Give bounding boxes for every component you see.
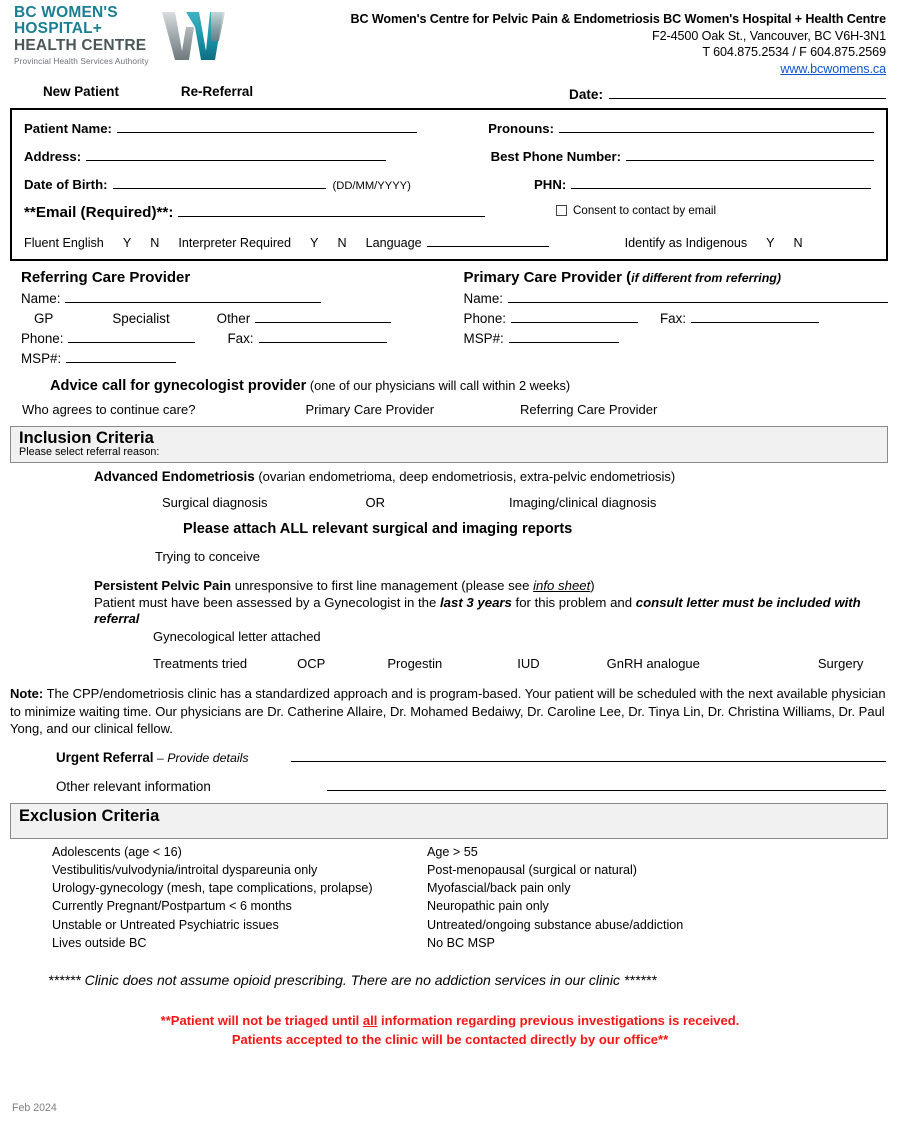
ppp-requirement-years: last 3 years <box>440 594 512 610</box>
primary-phone-label: Phone: <box>463 311 506 326</box>
dob-format-hint: (DD/MM/YYYY) <box>332 180 411 192</box>
phn-label: PHN: <box>534 177 567 192</box>
trying-to-conceive-option[interactable]: Trying to conceive <box>155 549 261 565</box>
urgent-referral-title: Urgent Referral <box>56 750 154 766</box>
continue-care-row <box>10 402 888 417</box>
exclusion-criteria-header <box>10 803 888 838</box>
ppp-requirement-a: Patient must have been assessed by a Gynecologist in the <box>94 594 441 610</box>
diagnosis-options-row <box>10 495 888 510</box>
treatments-tried-row <box>10 656 888 671</box>
pronouns-input[interactable] <box>559 119 874 133</box>
ppp-requirement-c: for this problem and <box>511 594 636 610</box>
note-label: Note: <box>10 686 44 702</box>
primary-msp-row <box>453 329 888 346</box>
address-label: Address: <box>24 149 82 164</box>
urgent-referral-label <box>56 750 249 765</box>
clinic-contact-info <box>350 5 886 78</box>
referring-msp-row <box>10 349 451 366</box>
advanced-endometriosis-row[interactable] <box>10 469 888 484</box>
surgical-diagnosis-option[interactable]: Surgical diagnosis <box>162 495 268 511</box>
advice-call-heading: Advice call for gynecologist provider <box>50 378 307 394</box>
form-version-date: Feb 2024 <box>12 1102 57 1114</box>
primary-msp-label: MSP#: <box>463 331 504 346</box>
referring-fax-label: Fax: <box>227 331 254 346</box>
inclusion-criteria-body <box>10 463 888 671</box>
date-field-group <box>569 84 886 102</box>
treatment-option-iud[interactable]: IUD <box>517 656 540 672</box>
treatment-option-gnrh[interactable]: GnRH analogue <box>606 656 700 672</box>
logo-line-2: HOSPITAL+ <box>14 20 103 38</box>
referral-type-row <box>0 78 900 104</box>
treatment-option-ocp[interactable]: OCP <box>297 656 326 672</box>
inclusion-criteria-title: Inclusion Criteria <box>19 429 154 447</box>
exclusion-item: Urology-gynecology (mesh, tape complications, prolapse) <box>52 881 373 896</box>
email-label: **Email (Required)**: <box>24 204 174 221</box>
exclusion-item: Lives outside BC <box>52 935 147 950</box>
primary-name-row <box>453 289 888 306</box>
advice-call-subtext: (one of our physicians will call within 2 weeks) <box>306 378 571 393</box>
exclusion-item: Myofascial/back pain only <box>427 881 571 896</box>
referring-phone-fax-row <box>10 329 451 346</box>
referring-name-input[interactable] <box>65 289 321 303</box>
inclusion-criteria-subtitle: Please select referral reason: <box>19 446 160 459</box>
referring-msp-label: MSP#: <box>21 351 62 366</box>
care-providers-section <box>10 269 888 366</box>
exclusion-column-right <box>427 843 888 953</box>
language-label: Language <box>365 236 422 250</box>
date-input-line[interactable] <box>609 84 886 99</box>
w-mark-icon <box>159 7 231 65</box>
patient-address-row <box>24 147 874 164</box>
other-information-input[interactable] <box>327 777 886 791</box>
opioid-notice: ****** Clinic does not assume opioid prescribing. There are no addiction services in our clinic ****** <box>48 972 657 989</box>
language-input[interactable] <box>427 233 549 247</box>
interpreter-required-label: Interpreter Required <box>178 236 292 250</box>
date-label: Date: <box>569 87 603 102</box>
pronouns-label: Pronouns: <box>488 121 554 136</box>
dob-input[interactable] <box>113 175 326 189</box>
patient-dob-row <box>24 175 874 192</box>
referring-type-row <box>10 309 451 326</box>
ppp-detail: unresponsive to first line management (please see <box>231 578 534 594</box>
logo-line-1: BC WOMEN'S <box>14 4 118 21</box>
note-text: The CPP/endometriosis clinic has a standardized approach and is program-based. Your patient will be scheduled with the next available physician to minimize waiting time. Our physicians are Dr. Catherine Allaire, Dr. Mohamed Bedaiwy, Dr. Caroline Lee, Dr. Tinya Lin, Dr. Christina Williams, Dr. Paul Yong, and our clinical fellow. <box>10 686 886 736</box>
exclusion-item: Vestibulitis/vulvodynia/introital dyspareunia only <box>52 862 318 877</box>
referring-phone-input[interactable] <box>68 329 195 343</box>
patient-name-label: Patient Name: <box>24 121 112 136</box>
clinic-note-paragraph <box>10 685 886 737</box>
exclusion-criteria-body <box>10 843 888 953</box>
primary-name-label: Name: <box>463 291 503 306</box>
exclusion-item: Age > 55 <box>427 844 478 859</box>
other-information-label: Other relevant information <box>56 779 211 795</box>
indigenous-no[interactable]: N <box>793 236 803 250</box>
ppp-info-sheet-link[interactable]: info sheet <box>533 578 591 594</box>
email-consent-group[interactable] <box>556 204 716 217</box>
logo-subtitle: Provincial Health Services Authority <box>14 56 149 67</box>
inclusion-criteria-header <box>10 426 888 463</box>
patient-name-row <box>24 119 874 136</box>
exclusion-item: Adolescents (age < 16) <box>52 844 182 859</box>
primary-care-provider-block <box>451 269 888 366</box>
referring-name-row <box>10 289 451 306</box>
urgent-referral-hint: – Provide details <box>153 751 249 766</box>
new-patient-label[interactable]: New Patient <box>43 83 119 99</box>
primary-phone-input[interactable] <box>511 309 638 323</box>
exclusion-column-left <box>52 843 427 953</box>
imaging-diagnosis-option[interactable]: Imaging/clinical diagnosis <box>509 495 657 511</box>
clinic-address: F2-4500 Oak St., Vancouver, BC V6H-3N1 <box>652 28 886 43</box>
continue-care-primary-option[interactable]: Primary Care Provider <box>305 402 435 417</box>
exclusion-item: Unstable or Untreated Psychiatric issues <box>52 917 279 932</box>
fluent-english-label: Fluent English <box>24 236 104 250</box>
ppp-requirement-consult: consult letter must be included with referral <box>94 594 861 627</box>
exclusion-item: No BC MSP <box>427 935 495 950</box>
triage-warning-block <box>0 1012 900 1049</box>
diagnosis-or-label: OR <box>365 495 386 511</box>
treatment-option-progestin[interactable]: Progestin <box>387 656 443 672</box>
attach-reports-notice: Please attach ALL relevant surgical and imaging reports <box>183 521 573 538</box>
provider-type-other-input[interactable] <box>255 309 391 323</box>
triage-warning-a: **Patient will not be triaged until <box>160 1013 363 1029</box>
dob-label: Date of Birth: <box>24 177 108 192</box>
exclusion-item: Currently Pregnant/Postpartum < 6 months <box>52 899 292 914</box>
patient-email-row <box>24 203 874 221</box>
triage-warning-c: information regarding previous investigations is received. <box>377 1013 740 1029</box>
fluent-english-no[interactable]: N <box>150 236 160 250</box>
referring-phone-label: Phone: <box>21 331 64 346</box>
urgent-referral-row <box>10 748 886 765</box>
fluent-english-yes[interactable]: Y <box>122 236 132 250</box>
provider-type-specialist[interactable]: Specialist <box>112 311 170 326</box>
persistent-pelvic-pain-block <box>10 578 888 627</box>
triage-warning-line1 <box>0 1012 900 1030</box>
clinic-website-link[interactable]: www.bcwomens.ca <box>780 62 886 77</box>
triage-warning-line2: Patients accepted to the clinic will be contacted directly by our office** <box>231 1031 669 1047</box>
ppp-close-paren: ) <box>590 578 595 594</box>
best-phone-label: Best Phone Number: <box>490 149 621 164</box>
exclusion-item: Post-menopausal (surgical or natural) <box>427 862 637 877</box>
checkbox-icon[interactable] <box>556 205 567 216</box>
primary-name-input[interactable] <box>508 289 888 303</box>
address-input[interactable] <box>86 147 386 161</box>
best-phone-input[interactable] <box>626 147 874 161</box>
clinic-name: BC Women's Centre for Pelvic Pain & Endometriosis BC Women's Hospital + Health Centre <box>350 12 886 26</box>
triage-warning-all: all <box>362 1013 378 1029</box>
primary-fax-label: Fax: <box>660 311 687 326</box>
provider-type-other-label[interactable]: Other <box>216 311 251 326</box>
primary-fax-input[interactable] <box>691 309 819 323</box>
re-referral-label[interactable]: Re-Referral <box>180 83 254 99</box>
page-header <box>0 0 900 77</box>
advanced-endo-label: Advanced Endometriosis <box>94 469 255 485</box>
continue-care-question: Who agrees to continue care? <box>22 402 196 417</box>
clinic-phone-fax: T 604.875.2534 / F 604.875.2569 <box>702 45 886 60</box>
primary-provider-title-note: if different from referring) <box>631 271 781 285</box>
primary-phone-fax-row <box>453 309 888 326</box>
phn-input[interactable] <box>571 175 871 189</box>
organization-logo <box>10 5 231 66</box>
exclusion-item: Untreated/ongoing substance abuse/addiction <box>427 917 684 932</box>
patient-name-input[interactable] <box>117 119 417 133</box>
indigenous-label: Identify as Indigenous <box>624 236 748 250</box>
primary-provider-title-text: Primary Care Provider ( <box>463 269 632 286</box>
interpreter-yes[interactable]: Y <box>310 236 319 250</box>
email-input[interactable] <box>178 203 485 217</box>
patient-information-box <box>10 108 888 261</box>
treatment-option-surgery[interactable]: Surgery <box>817 656 864 672</box>
primary-provider-title <box>453 269 888 286</box>
email-consent-label: Consent to contact by email <box>573 204 717 217</box>
exclusion-item: Neuropathic pain only <box>427 899 549 914</box>
language-row <box>24 233 874 250</box>
indigenous-yes[interactable]: Y <box>766 236 775 250</box>
primary-msp-input[interactable] <box>509 329 619 343</box>
referring-msp-input[interactable] <box>66 349 176 363</box>
referring-name-label: Name: <box>21 291 61 306</box>
treatments-tried-label: Treatments tried <box>153 656 248 672</box>
exclusion-criteria-title: Exclusion Criteria <box>19 807 160 826</box>
referring-provider-title: Referring Care Provider <box>21 269 191 286</box>
gynecological-letter-option[interactable]: Gynecological letter attached <box>153 629 321 645</box>
ppp-label: Persistent Pelvic Pain <box>94 578 232 594</box>
other-information-row <box>10 777 886 794</box>
logo-wordmark <box>14 5 149 66</box>
referring-care-provider-block <box>10 269 451 366</box>
continue-care-referring-option[interactable]: Referring Care Provider <box>520 402 658 417</box>
logo-line-3: HEALTH CENTRE <box>14 36 147 54</box>
interpreter-no[interactable]: N <box>337 236 347 250</box>
advice-call-row[interactable] <box>10 378 888 394</box>
referring-fax-input[interactable] <box>259 329 387 343</box>
provider-type-gp[interactable]: GP <box>34 311 54 326</box>
urgent-referral-input[interactable] <box>291 748 886 762</box>
advanced-endo-detail: (ovarian endometrioma, deep endometriosis, extra-pelvic endometriosis) <box>254 469 676 485</box>
